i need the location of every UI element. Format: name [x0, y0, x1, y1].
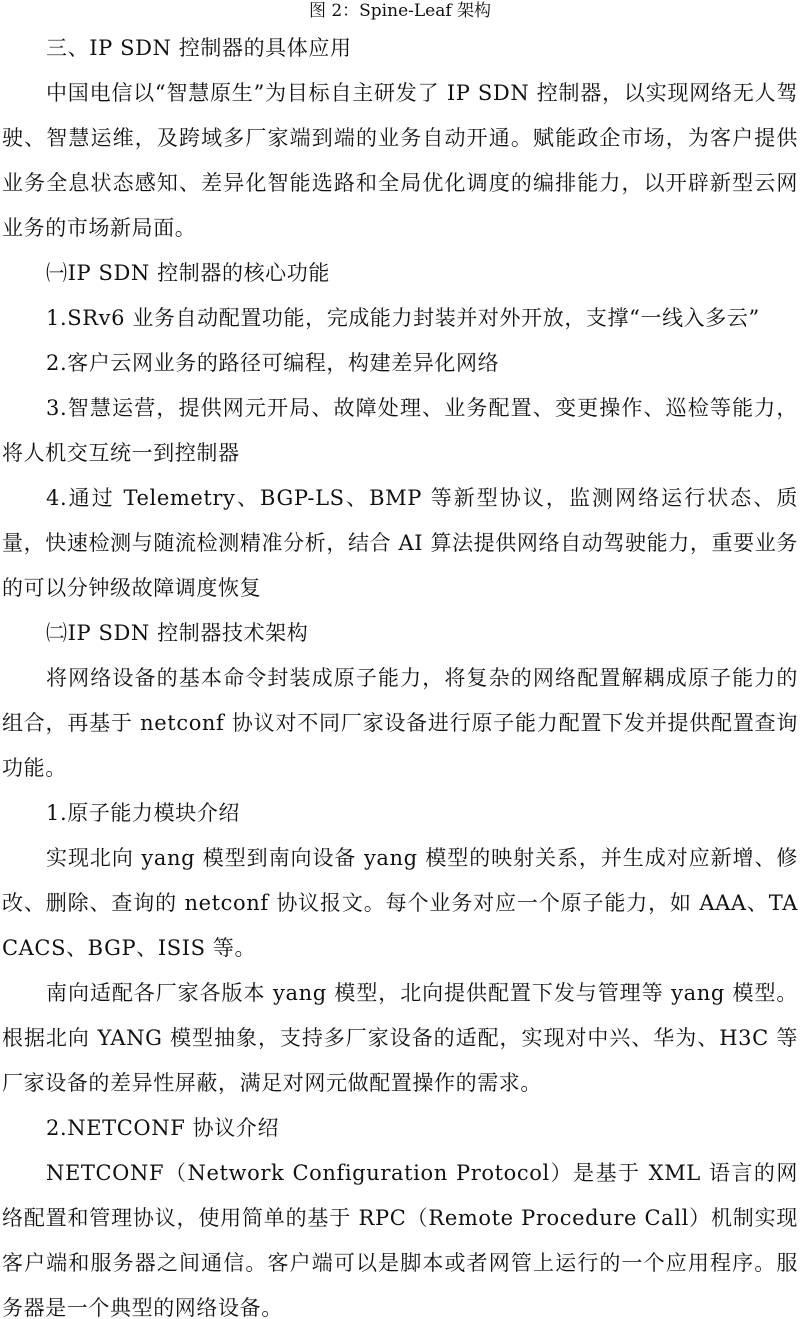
section-3-title: 三、IP SDN 控制器的具体应用 — [46, 36, 352, 60]
core-function-item-3: 3.智慧运营，提供网元开局、故障处理、业务配置、变更操作、巡检等能力，将人机交互统一到控制器 — [2, 396, 798, 465]
atomic-module-paragraph-2: 南向适配各厂家各版本 yang 模型，北向提供配置下发与管理等 yang 模型。根据北向 YANG 模型抽象，支持多厂家设备的适配，实现对中兴、华为、H3C 等厂家设备的差异性屏蔽，满足对网元做配置操作的需求。 — [2, 981, 798, 1095]
tech-architecture-title: ㈡IP SDN 控制器技术架构 — [46, 621, 309, 645]
atomic-module-paragraph-1: 实现北向 yang 模型到南向设备 yang 模型的映射关系，并生成对应新增、修改、删除、查询的 netconf 协议报文。每个业务对应一个原子能力，如 AAA、TACACS、BGP、ISIS 等。 — [2, 846, 798, 960]
figure-caption: 图 2：Spine-Leaf 架构 — [308, 1, 492, 21]
core-function-item-1: 1.SRv6 业务自动配置功能，完成能力封装并对外开放，支撑“一线入多云” — [46, 306, 760, 330]
netconf-title: 2.NETCONF 协议介绍 — [46, 1116, 280, 1140]
document-body — [0, 24, 800, 1319]
core-function-item-4: 4.通过 Telemetry、BGP-LS、BMP 等新型协议，监测网络运行状态、质量，快速检测与随流检测精准分析，结合 AI 算法提供网络自动驾驶能力，重要业务的可以分钟级故障调度恢复 — [2, 486, 798, 600]
intro-paragraph: 中国电信以“智慧原生”为目标自主研发了 IP SDN 控制器，以实现网络无人驾驶、智慧运维，及跨域多厂家端到端的业务自动开通。赋能政企市场，为客户提供业务全息状态感知、差异化智能选路和全局优化调度的编排能力，以开辟新型云网业务的市场新局面。 — [2, 81, 798, 240]
tech-architecture-paragraph: 将网络设备的基本命令封装成原子能力，将复杂的网络配置解耦成原子能力的组合，再基于 netconf 协议对不同厂家设备进行原子能力配置下发并提供配置查询功能。 — [2, 666, 798, 780]
netconf-paragraph: NETCONF（Network Configuration Protocol）是基于 XML 语言的网络配置和管理协议，使用简单的基于 RPC（Remote Procedure Call）机制实现客户端和服务器之间通信。客户端可以是脚本或者网管上运行的一个应用程序。服务器是一个典型的网络设备。 — [2, 1161, 798, 1319]
core-functions-title: ㈠IP SDN 控制器的核心功能 — [46, 261, 330, 285]
atomic-module-title: 1.原子能力模块介绍 — [46, 801, 241, 825]
core-function-item-2: 2.客户云网业务的路径可编程，构建差异化网络 — [46, 351, 500, 375]
